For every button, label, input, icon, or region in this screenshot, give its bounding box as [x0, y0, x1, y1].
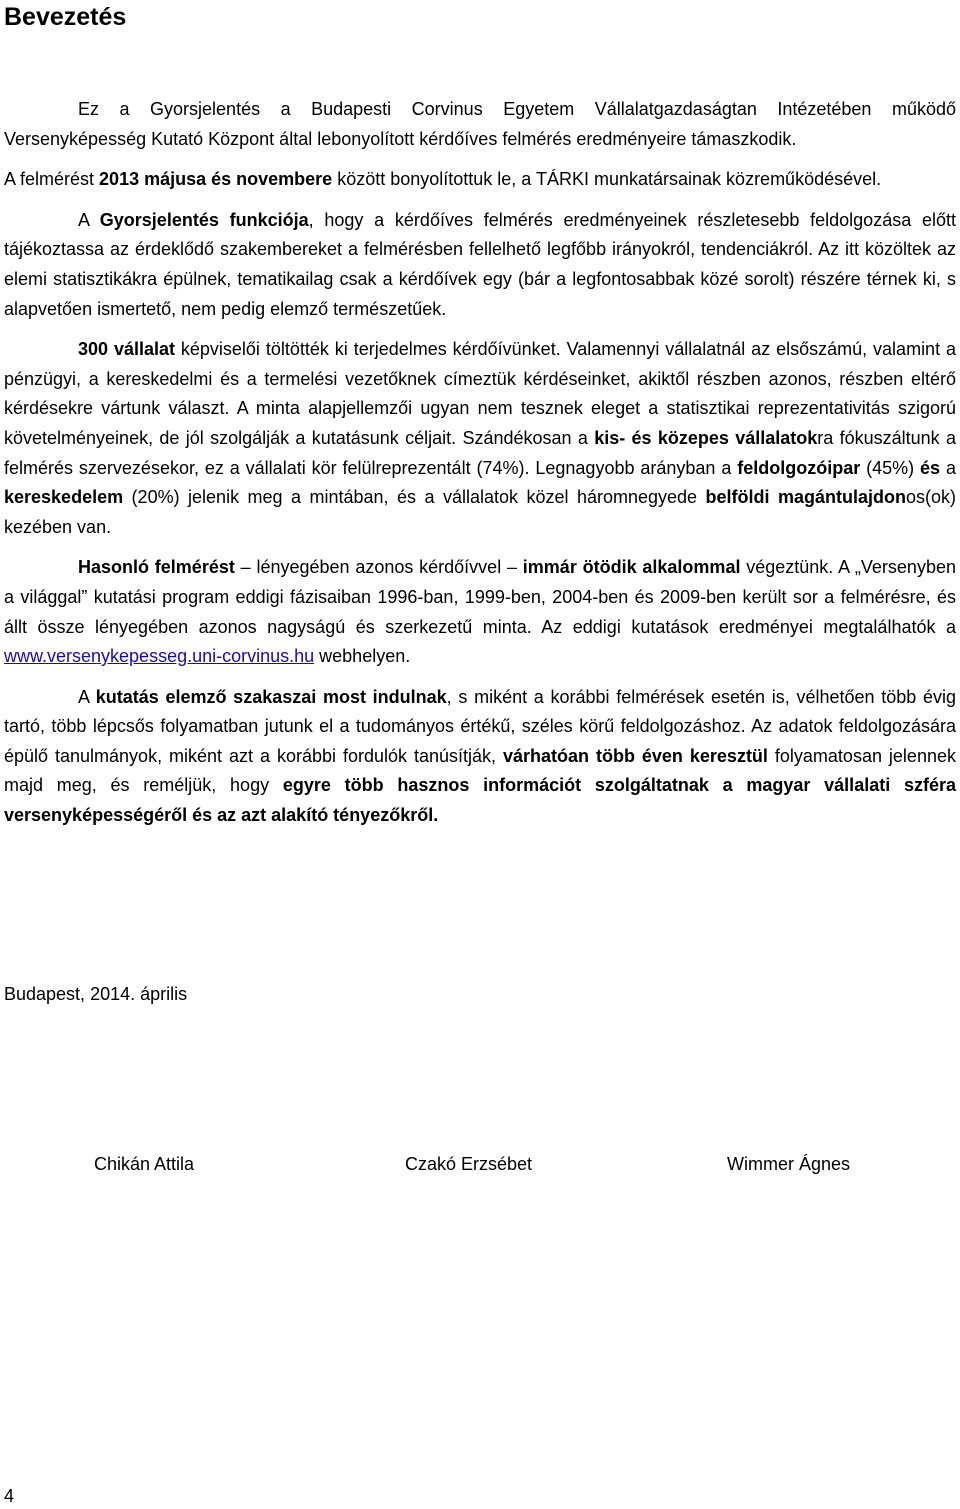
text-run: (45%): [860, 457, 921, 478]
bold-run: Gyorsjelentés funkciója: [99, 209, 309, 230]
date-line: Budapest, 2014. április: [4, 984, 188, 1004]
paragraph-history: [4, 553, 956, 671]
bold-run: és: [920, 457, 941, 478]
paragraph-outlook: [4, 683, 956, 831]
bold-run: várhatóan több éven keresztül: [502, 745, 768, 766]
bold-run: kereskedelem: [4, 487, 124, 508]
text-run: webhelyen.: [314, 646, 411, 667]
text-run: A: [78, 686, 96, 707]
survey-period: 2013 májusa és novembere: [99, 169, 333, 190]
bold-run: Hasonló felmérést: [78, 557, 235, 578]
text-run: A: [78, 209, 100, 230]
text-run: A felmérést: [4, 169, 100, 190]
paragraph-purpose: [4, 206, 956, 324]
text-run: (20%) jelenik meg a mintában, és a vállalatok közel háromnegyede: [123, 487, 706, 508]
paragraph-sample: [4, 335, 956, 542]
bold-run: immár ötödik alkalommal: [522, 557, 741, 578]
paragraph-intro-1: Ez a Gyorsjelentés a Budapesti Corvinus Egyetem Vállalatgazdaságtan Intézetében működő Versenyképesség Kutató Központ által lebonyolított kérdőíves felmérés eredményeire támaszkodik.: [4, 99, 956, 149]
bold-run: kutatás elemző szakaszai most indulnak: [95, 686, 447, 707]
signatures: [0, 1150, 960, 1178]
document-body: [4, 95, 956, 842]
text-run: folyamatosan jelennek majd meg, és reméljük, hogy: [4, 745, 956, 796]
text-run: között bonyolítottuk le, a TÁRKI munkatársainak közreműködésével.: [332, 169, 882, 190]
bold-run: belföldi magántulajdon: [705, 487, 906, 508]
page-number: 4: [4, 1486, 15, 1506]
text-run: a: [940, 457, 956, 478]
bold-run: 300 vállalat: [78, 339, 175, 360]
text-run: , hogy a kérdőíves felmérés eredményeinek részletesebb feldolgozása előtt tájékoztassa az érdeklődő szakembereket a felmérésben fellelhető legfőbb irányokról, tendenciákról. Az itt közöltek az elemi statisztikákra épülnek, tematikailag csak a kérdőívek egy (bár a legfontosabbak közé sorolt) részére térnek ki, s alapvetően ismertető, nem pedig elemző természetűek.: [4, 209, 956, 319]
signature-name: Wimmer Ágnes: [727, 1154, 851, 1174]
signature-name: Czakó Erzsébet: [405, 1154, 533, 1174]
text-run: os(ok) kezében van.: [4, 487, 956, 537]
text-run: ra fókuszáltunk a felmérés szervezésekor, ez a vállalati kör felülreprezentált (74%). Legnagyobb arányban a: [4, 427, 956, 478]
text-run: végeztünk. A „Versenyben a világgal” kutatási program eddigi fázisaiban 1996-ban, 1999-ben, 2004-ben és 2009-ben került sor a felmérésre, és állt össze lényegében azonos nagyságú és szerkezetű minta. Az eddigi kutatások eredményei megtalálhatók a: [4, 557, 956, 637]
signature-name: Chikán Attila: [94, 1154, 195, 1174]
text-run: , s miként a korábbi felmérések esetén is, vélhetően több évig tartó, több lépcsős folyamatban jutunk el a tudományos értékű, széles körű feldolgozáshoz. Az adatok feldolgozására épülő tanulmányok, miként azt a korábbi fordulók tanúsítják,: [4, 686, 956, 766]
bold-run: kis- és közepes vállalatok: [594, 427, 818, 448]
website-link[interactable]: www.versenykepesseg.uni-corvinus.hu: [4, 646, 315, 667]
text-run: – lényegében azonos kérdőívvel –: [234, 557, 523, 578]
text-run: képviselői töltötték ki terjedelmes kérdőívünket. Valamennyi vállalatnál az elsőszámú, valamint a pénzügyi, a kereskedelmi és a termelési vezetőknek címeztük kérdéseinket, akiktől részben azonos, részben eltérő kérdésekre vártunk választ. A minta alapjellemzői ugyan nem tesznek eleget a statisztikai reprezentativitás szigorú követelményeinek, de jól szolgálják a kutatásunk céljait. Szándékosan a: [4, 339, 956, 448]
page-title: Bevezetés: [4, 3, 127, 31]
paragraph-intro-2: [4, 165, 956, 195]
bold-run: egyre több hasznos információt szolgáltatnak a magyar vállalati szféra versenyképességéről és az azt alakító tényezőkről.: [4, 775, 956, 826]
bold-run: feldolgozóipar: [737, 457, 861, 478]
